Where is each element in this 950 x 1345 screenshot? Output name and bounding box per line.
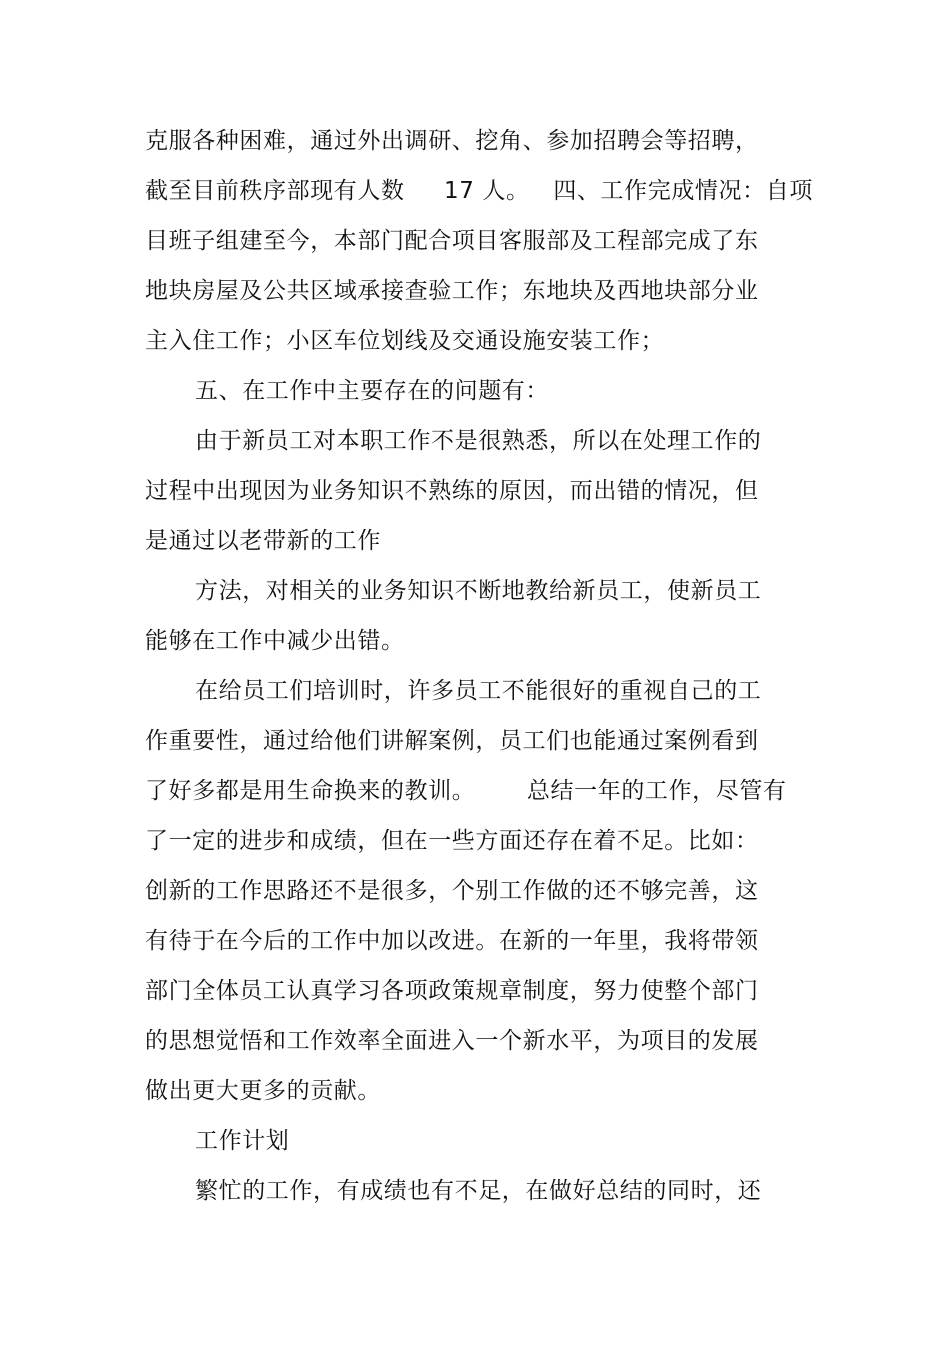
text-line: 的思想觉悟和工作效率全面进入一个新水平，为项目的发展 bbox=[145, 1028, 759, 1054]
text-line: 部门全体员工认真学习各项政策规章制度，努力使整个部门 bbox=[145, 978, 759, 1004]
text-line: 地块房屋及公共区域承接查验工作；东地块及西地块部分业 bbox=[145, 278, 759, 304]
text-line: 有待于在今后的工作中加以改进。在新的一年里，我将带领 bbox=[145, 928, 759, 954]
text-line: 创新的工作思路还不是很多，个别工作做的还不够完善，这 bbox=[145, 878, 759, 904]
text-line: 过程中出现因为业务知识不熟练的原因，而出错的情况，但 bbox=[145, 478, 759, 504]
text-line: 了一定的进步和成绩，但在一些方面还存在着不足。比如： bbox=[145, 828, 759, 854]
text-line: 在给员工们培训时，许多员工不能很好的重视自己的工 bbox=[195, 678, 762, 704]
text-line: 目班子组建至今，本部门配合项目客服部及工程部完成了东 bbox=[145, 228, 759, 254]
section-heading: 五、在工作中主要存在的问题有： bbox=[195, 378, 549, 404]
text-line: 了好多都是用生命换来的教训。 总结一年的工作，尽管有 bbox=[145, 778, 787, 804]
section-heading: 工作计划 bbox=[195, 1128, 290, 1154]
text-line: 做出更大更多的贡献。 bbox=[145, 1078, 381, 1104]
text-line: 方法，对相关的业务知识不断地教给新员工，使新员工 bbox=[195, 578, 762, 604]
text-line: 繁忙的工作，有成绩也有不足，在做好总结的同时，还 bbox=[195, 1178, 762, 1204]
text-line: 克服各种困难，通过外出调研、挖角、参加招聘会等招聘， bbox=[145, 128, 759, 154]
text-line: 是通过以老带新的工作 bbox=[145, 528, 381, 554]
text-line: 截至目前秩序部现有人数 17 人。 四、工作完成情况：自项 bbox=[145, 178, 813, 204]
text-line: 作重要性，通过给他们讲解案例，员工们也能通过案例看到 bbox=[145, 728, 759, 754]
text-line: 能够在工作中减少出错。 bbox=[145, 628, 405, 654]
text-line: 主入住工作；小区车位划线及交通设施安装工作； bbox=[145, 328, 665, 354]
text-line: 由于新员工对本职工作不是很熟悉，所以在处理工作的 bbox=[195, 428, 762, 454]
